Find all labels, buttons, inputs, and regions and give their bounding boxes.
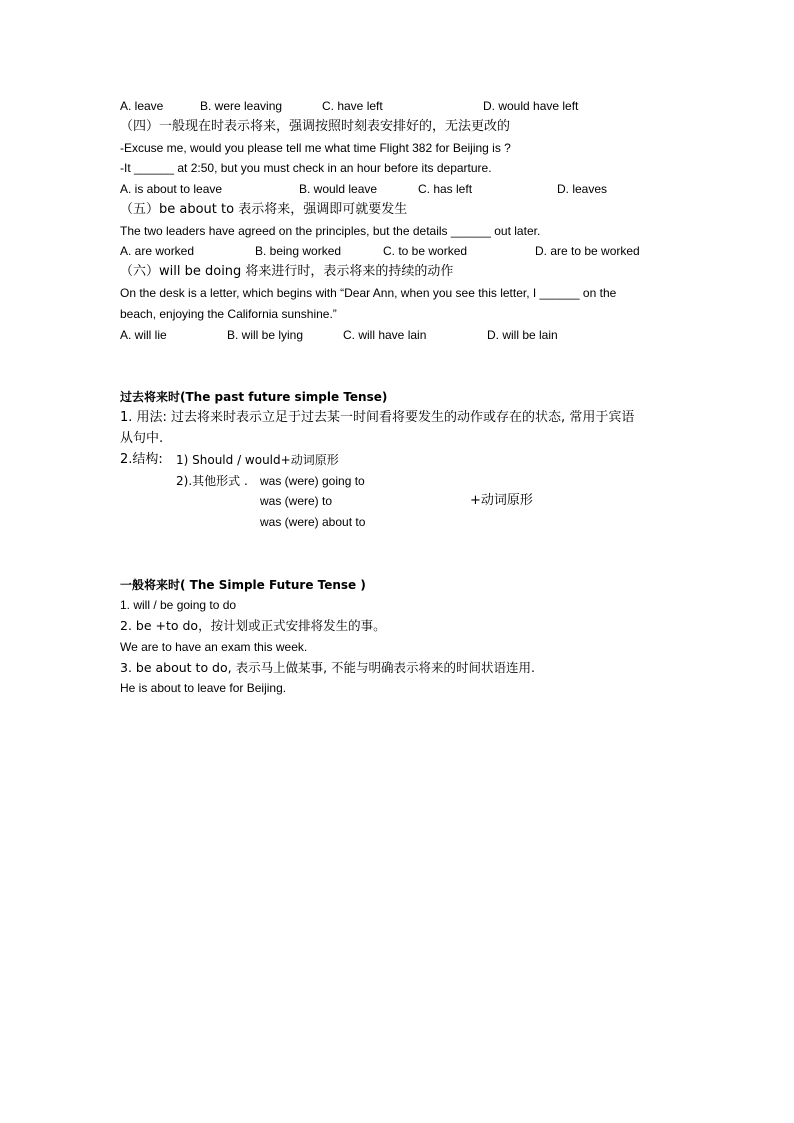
q5-option-d: D. are to be worked (535, 244, 640, 258)
q4-option-c: C. has left (418, 182, 473, 196)
simple-future-point-1: 1. will / be going to do (120, 598, 237, 612)
simple-future-title: 一般将来时( The Simple Future Tense ) (120, 578, 366, 592)
form-about-to: was (were) about to (260, 515, 366, 529)
section-4-heading: （四）一般现在时表示将来，强调按照时刻表安排好的，无法更改的 (120, 119, 511, 134)
past-future-title: 过去将来时(The past future simple Tense) (120, 390, 388, 404)
form-going-to: was (were) going to (260, 474, 365, 488)
q5-option-b: B. being worked (255, 244, 342, 258)
q5-option-c: C. to be worked (383, 244, 468, 258)
section-6-question-line-2: beach, enjoying the California sunshine.” (120, 307, 337, 321)
form-to: was (were) to (260, 494, 333, 508)
section-6-question-line-1: On the desk is a letter, which begins with “Dear Ann, when you see this letter, I ______ on the (120, 286, 617, 300)
q4-option-b: B. would leave (299, 182, 378, 196)
simple-future-point-2: 2. be +to do，按计划或正式安排将发生的事。 (120, 618, 386, 633)
q3-option-d: D. would have left (483, 99, 579, 113)
q3-option-a: A. leave (120, 99, 164, 113)
q6-option-d: D. will be lain (487, 328, 558, 342)
simple-future-example-2: He is about to leave for Beijing. (120, 681, 287, 695)
simple-future-point-3: 3. be about to do, 表示马上做某事, 不能与明确表示将来的时间状语连用. (120, 660, 536, 675)
q6-option-c: C. will have lain (343, 328, 427, 342)
past-future-usage-line-1: 1. 用法: 过去将来时表示立足于过去某一时间看将要发生的动作或存在的状态, 常用于宾语 (120, 410, 635, 425)
q6-option-a: A. will lie (120, 328, 167, 342)
q4-option-a: A. is about to leave (120, 182, 223, 196)
q5-option-a: A. are worked (120, 244, 195, 258)
past-future-usage-line-2: 从句中. (120, 431, 164, 446)
q6-option-b: B. will be lying (227, 328, 304, 342)
structure-label: 2.结构: (120, 452, 163, 467)
structure-item-2: 2).其他形式 . (176, 474, 248, 488)
plus-verb-base-form: +动词原形 (470, 493, 533, 508)
section-5-question: The two leaders have agreed on the principles, but the details ______ out later. (120, 224, 541, 238)
section-4-dialog-line-1: -Excuse me, would you please tell me what time Flight 382 for Beijing is ? (120, 141, 511, 155)
q3-option-b: B. were leaving (200, 99, 283, 113)
section-5-heading: （五）be about to 表示将来，强调即可就要发生 (120, 202, 408, 217)
section-6-heading: （六）will be doing 将来进行时，表示将来的持续的动作 (120, 264, 454, 279)
q4-option-d: D. leaves (557, 182, 608, 196)
simple-future-example-1: We are to have an exam this week. (120, 640, 308, 654)
section-4-dialog-line-2: -It ______ at 2:50, but you must check in an hour before its departure. (120, 161, 492, 175)
structure-item-1: 1) Should / would+动词原形 (176, 453, 339, 467)
q3-option-c: C. have left (322, 99, 383, 113)
